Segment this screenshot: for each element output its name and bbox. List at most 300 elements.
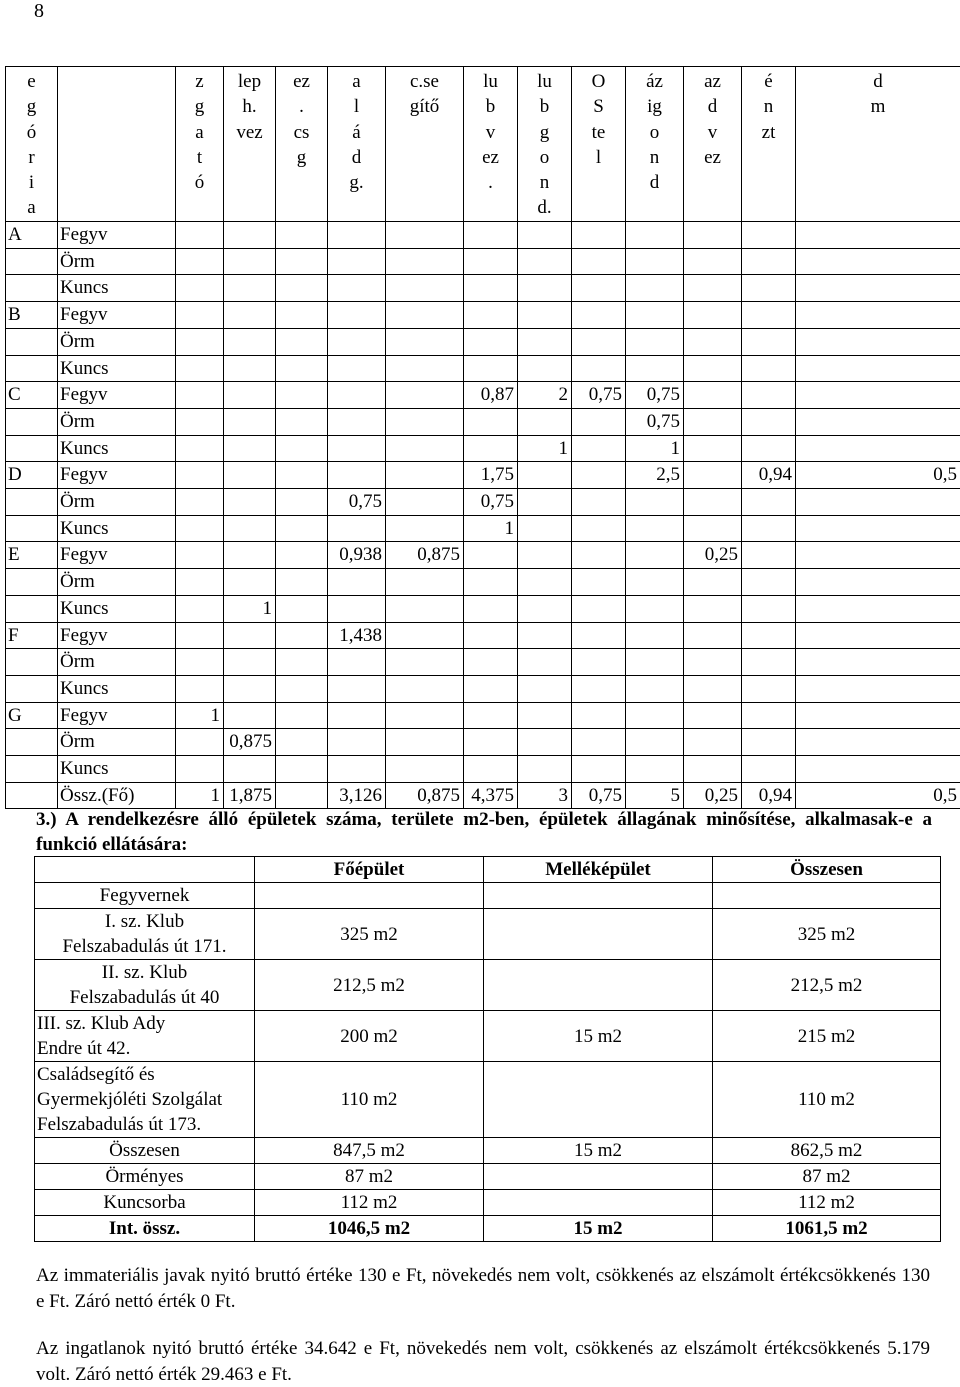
staff-header-cell: O S te l: [572, 67, 626, 222]
staff-value-cell: 2: [518, 382, 572, 409]
main-building-area-cell: 112 m2: [255, 1190, 484, 1216]
staff-location-cell: Kuncs: [58, 515, 176, 542]
staff-value-cell: [572, 462, 626, 489]
staff-value-cell: [796, 382, 960, 409]
staff-value-cell: [626, 756, 684, 783]
staff-value-cell: [224, 675, 276, 702]
staff-value-cell: [224, 435, 276, 462]
staff-value-cell: 0,25: [684, 542, 742, 569]
total-area-cell: 87 m2: [713, 1164, 941, 1190]
staff-value-cell: [626, 222, 684, 249]
staff-value-cell: 0,875: [224, 729, 276, 756]
staff-value-cell: 1,438: [328, 622, 386, 649]
staff-header-cell: ez . cs g: [276, 67, 328, 222]
staff-value-cell: [464, 649, 518, 676]
staff-value-cell: [224, 302, 276, 329]
staff-value-cell: [572, 435, 626, 462]
staff-value-cell: [328, 222, 386, 249]
staff-value-cell: [742, 702, 796, 729]
buildings-row: [35, 909, 941, 960]
staff-value-cell: [176, 248, 224, 275]
staff-value-cell: [276, 649, 328, 676]
staff-value-cell: [518, 675, 572, 702]
building-name-cell: III. sz. Klub Ady Endre út 42.: [35, 1011, 255, 1062]
staff-value-cell: [386, 729, 464, 756]
staff-location-cell: Fegyv: [58, 462, 176, 489]
staff-value-cell: [328, 275, 386, 302]
staff-value-cell: [224, 542, 276, 569]
staff-value-cell: [386, 489, 464, 516]
staff-value-cell: [572, 569, 626, 596]
auxiliary-building-area-cell: [484, 883, 713, 909]
staff-value-cell: [796, 355, 960, 382]
staff-value-cell: [464, 622, 518, 649]
staff-value-cell: [176, 489, 224, 516]
staff-value-cell: [276, 675, 328, 702]
staff-value-cell: [684, 489, 742, 516]
staff-value-cell: [684, 622, 742, 649]
staff-value-cell: 1,75: [464, 462, 518, 489]
staff-value-cell: [796, 569, 960, 596]
staff-value-cell: [176, 622, 224, 649]
staff-value-cell: [276, 382, 328, 409]
staff-value-cell: [276, 489, 328, 516]
staff-value-cell: [464, 275, 518, 302]
staff-value-cell: [626, 328, 684, 355]
staff-table-row: [6, 275, 960, 302]
staff-value-cell: [386, 435, 464, 462]
buildings-header-cell: Melléképület: [484, 857, 713, 883]
staff-value-cell: [386, 462, 464, 489]
buildings-row: [35, 1216, 941, 1242]
staff-category-cell: [6, 275, 58, 302]
staff-value-cell: [626, 595, 684, 622]
staff-value-cell: [328, 595, 386, 622]
staff-value-cell: [572, 649, 626, 676]
staff-location-cell: Fegyv: [58, 702, 176, 729]
staff-value-cell: [684, 756, 742, 783]
staff-location-cell: Örm: [58, 248, 176, 275]
staff-value-cell: [386, 756, 464, 783]
staff-location-cell: Kuncs: [58, 675, 176, 702]
staff-value-cell: [224, 702, 276, 729]
buildings-header-cell: Összesen: [713, 857, 941, 883]
staff-value-cell: [742, 355, 796, 382]
staff-value-cell: [684, 328, 742, 355]
staff-header-cell: e g ó r i a: [6, 67, 58, 222]
staff-location-cell: Fegyv: [58, 222, 176, 249]
staff-value-cell: [572, 248, 626, 275]
staff-header-cell: lu b v ez .: [464, 67, 518, 222]
staff-value-cell: [796, 328, 960, 355]
staff-value-cell: [328, 382, 386, 409]
staff-category-cell: [6, 248, 58, 275]
total-area-cell: 212,5 m2: [713, 960, 941, 1011]
staff-value-cell: [224, 382, 276, 409]
staff-value-cell: 0,94: [742, 782, 796, 809]
staff-category-cell: [6, 675, 58, 702]
staff-value-cell: [796, 595, 960, 622]
section-3-heading: [36, 807, 932, 857]
staff-value-cell: [328, 302, 386, 329]
buildings-row: [35, 1062, 941, 1138]
staff-value-cell: [386, 569, 464, 596]
staff-value-cell: [224, 222, 276, 249]
staff-value-cell: [464, 542, 518, 569]
staff-table-row: [6, 702, 960, 729]
staff-header-cell: d m: [796, 67, 960, 222]
total-area-cell: 110 m2: [713, 1062, 941, 1138]
auxiliary-building-area-cell: [484, 909, 713, 960]
staff-value-cell: [464, 408, 518, 435]
staff-value-cell: [176, 355, 224, 382]
staff-category-cell: F: [6, 622, 58, 649]
staff-value-cell: [742, 515, 796, 542]
staff-value-cell: [742, 489, 796, 516]
auxiliary-building-area-cell: [484, 1164, 713, 1190]
staff-value-cell: [518, 515, 572, 542]
staff-value-cell: [464, 675, 518, 702]
staff-value-cell: 1: [518, 435, 572, 462]
staff-value-cell: [684, 248, 742, 275]
staff-value-cell: [518, 489, 572, 516]
staff-value-cell: [276, 435, 328, 462]
auxiliary-building-area-cell: 15 m2: [484, 1138, 713, 1164]
staff-value-cell: [684, 435, 742, 462]
staff-value-cell: [684, 302, 742, 329]
staff-value-cell: [796, 622, 960, 649]
staff-value-cell: [518, 702, 572, 729]
staff-value-cell: [328, 408, 386, 435]
staff-value-cell: [176, 462, 224, 489]
staff-value-cell: [796, 275, 960, 302]
building-name-cell: Családsegítő és Gyermekjóléti Szolgálat Felszabadulás út 173.: [35, 1062, 255, 1138]
staff-value-cell: [328, 248, 386, 275]
staff-value-cell: [684, 702, 742, 729]
staff-value-cell: [176, 729, 224, 756]
auxiliary-building-area-cell: 15 m2: [484, 1216, 713, 1242]
staff-value-cell: 1: [626, 435, 684, 462]
staff-value-cell: [572, 222, 626, 249]
staff-value-cell: 1,875: [224, 782, 276, 809]
staff-table-row: [6, 382, 960, 409]
staff-value-cell: [328, 328, 386, 355]
staff-value-cell: [684, 462, 742, 489]
staff-value-cell: [276, 222, 328, 249]
total-area-cell: 1061,5 m2: [713, 1216, 941, 1242]
staff-value-cell: [176, 435, 224, 462]
staff-value-cell: 0,5: [796, 782, 960, 809]
staff-value-cell: [328, 515, 386, 542]
staff-header-cell: a l á d g.: [328, 67, 386, 222]
staff-value-cell: 0,94: [742, 462, 796, 489]
staff-value-cell: [572, 355, 626, 382]
staff-location-cell: Örm: [58, 649, 176, 676]
staff-value-cell: [176, 328, 224, 355]
staff-value-cell: 2,5: [626, 462, 684, 489]
staff-value-cell: [626, 275, 684, 302]
staff-value-cell: [328, 675, 386, 702]
staff-value-cell: [176, 649, 224, 676]
staff-value-cell: [276, 302, 328, 329]
staff-value-cell: [176, 408, 224, 435]
staff-value-cell: 4,375: [464, 782, 518, 809]
staff-value-cell: 3: [518, 782, 572, 809]
staff-value-cell: [328, 649, 386, 676]
staff-value-cell: [276, 756, 328, 783]
staff-value-cell: [796, 222, 960, 249]
staff-category-cell: [6, 328, 58, 355]
staff-table-row: [6, 569, 960, 596]
staff-value-cell: [742, 408, 796, 435]
staff-value-cell: [572, 622, 626, 649]
staff-category-cell: [6, 408, 58, 435]
staff-value-cell: [572, 702, 626, 729]
staff-value-cell: [518, 248, 572, 275]
staff-value-cell: [684, 569, 742, 596]
staff-value-cell: [684, 729, 742, 756]
staff-table-row: [6, 729, 960, 756]
staff-value-cell: [518, 275, 572, 302]
staff-category-cell: [6, 355, 58, 382]
main-building-area-cell: 212,5 m2: [255, 960, 484, 1011]
staff-value-cell: [742, 275, 796, 302]
staff-value-cell: [626, 355, 684, 382]
staff-value-cell: [464, 702, 518, 729]
staff-value-cell: [684, 595, 742, 622]
buildings-row: [35, 1011, 941, 1062]
staff-value-cell: [276, 569, 328, 596]
staff-value-cell: [276, 782, 328, 809]
staff-value-cell: [742, 542, 796, 569]
staff-category-cell: [6, 729, 58, 756]
staff-value-cell: [464, 435, 518, 462]
staff-value-cell: [742, 382, 796, 409]
staff-value-cell: [626, 248, 684, 275]
staff-table-row: [6, 595, 960, 622]
staff-value-cell: [796, 515, 960, 542]
staff-value-cell: [386, 622, 464, 649]
staff-value-cell: [572, 542, 626, 569]
staff-location-cell: Örm: [58, 489, 176, 516]
staff-value-cell: [328, 355, 386, 382]
staff-value-cell: [464, 756, 518, 783]
auxiliary-building-area-cell: [484, 1190, 713, 1216]
staff-value-cell: [176, 275, 224, 302]
staff-value-cell: [518, 649, 572, 676]
staff-table-row: [6, 222, 960, 249]
staff-value-cell: [464, 248, 518, 275]
staff-value-cell: [742, 222, 796, 249]
staff-value-cell: 3,126: [328, 782, 386, 809]
staff-category-cell: [6, 489, 58, 516]
staff-category-cell: [6, 515, 58, 542]
staff-table-row: [6, 756, 960, 783]
staff-value-cell: [742, 675, 796, 702]
staff-value-cell: [684, 355, 742, 382]
staff-value-cell: [742, 756, 796, 783]
staff-value-cell: 0,5: [796, 462, 960, 489]
auxiliary-building-area-cell: [484, 960, 713, 1011]
staff-location-cell: Örm: [58, 569, 176, 596]
staff-value-cell: [464, 328, 518, 355]
staff-value-cell: [742, 302, 796, 329]
staff-value-cell: 0,75: [464, 489, 518, 516]
staff-value-cell: [518, 756, 572, 783]
buildings-table: [34, 856, 941, 1242]
staff-table-row: [6, 515, 960, 542]
staff-value-cell: [224, 328, 276, 355]
staff-table-row: [6, 489, 960, 516]
staff-value-cell: [224, 408, 276, 435]
staff-value-cell: [796, 702, 960, 729]
staff-value-cell: [796, 542, 960, 569]
staff-value-cell: [176, 569, 224, 596]
staff-value-cell: 0,75: [572, 382, 626, 409]
total-area-cell: 215 m2: [713, 1011, 941, 1062]
staff-value-cell: [684, 408, 742, 435]
staff-location-cell: Örm: [58, 328, 176, 355]
staff-value-cell: [386, 328, 464, 355]
buildings-row: [35, 1138, 941, 1164]
staff-value-cell: [626, 515, 684, 542]
staff-table-row: [6, 782, 960, 809]
staff-value-cell: [176, 515, 224, 542]
staff-location-cell: Kuncs: [58, 275, 176, 302]
staff-category-cell: [6, 569, 58, 596]
staff-value-cell: [518, 222, 572, 249]
staff-table-row: [6, 302, 960, 329]
staff-value-cell: [684, 515, 742, 542]
staff-header-cell: z g a t ó: [176, 67, 224, 222]
staff-value-cell: [224, 569, 276, 596]
section-3-heading-text: 3.) A rendelkezésre álló épületek száma, területe m2-ben, épületek állagának minősítése, alkalmasak-e a funkció ellátására:: [36, 809, 932, 855]
staff-header-cell: c.se gítő: [386, 67, 464, 222]
staff-value-cell: 0,25: [684, 782, 742, 809]
staff-value-cell: [386, 408, 464, 435]
staff-header-cell: áz ig o n d: [626, 67, 684, 222]
staff-value-cell: 0,75: [626, 382, 684, 409]
staff-location-cell: Kuncs: [58, 756, 176, 783]
staff-value-cell: [464, 569, 518, 596]
building-name-cell: Kuncsorba: [35, 1190, 255, 1216]
staff-location-cell: Kuncs: [58, 435, 176, 462]
staff-value-cell: [276, 595, 328, 622]
staff-value-cell: [742, 729, 796, 756]
buildings-header-row: [35, 857, 941, 883]
staff-value-cell: [176, 675, 224, 702]
staff-value-cell: [796, 248, 960, 275]
staff-value-cell: [684, 222, 742, 249]
staff-table-row: [6, 649, 960, 676]
staff-value-cell: [276, 355, 328, 382]
main-building-area-cell: 200 m2: [255, 1011, 484, 1062]
staff-value-cell: 1: [176, 782, 224, 809]
staff-category-cell: [6, 756, 58, 783]
staff-value-cell: [386, 355, 464, 382]
staff-value-cell: 0,938: [328, 542, 386, 569]
staff-value-cell: [572, 729, 626, 756]
staff-value-cell: [572, 489, 626, 516]
staff-table-row: [6, 435, 960, 462]
staff-value-cell: 0,87: [464, 382, 518, 409]
staff-value-cell: [224, 649, 276, 676]
staff-value-cell: [276, 248, 328, 275]
staff-category-cell: G: [6, 702, 58, 729]
staff-category-cell: [6, 435, 58, 462]
staff-value-cell: [518, 355, 572, 382]
staff-category-cell: A: [6, 222, 58, 249]
auxiliary-building-area-cell: [484, 1062, 713, 1138]
staff-value-cell: [742, 248, 796, 275]
staff-value-cell: 0,75: [572, 782, 626, 809]
staff-value-cell: [276, 408, 328, 435]
staff-value-cell: [328, 702, 386, 729]
staff-value-cell: [386, 275, 464, 302]
staff-value-cell: [626, 622, 684, 649]
main-building-area-cell: 87 m2: [255, 1164, 484, 1190]
building-name-cell: I. sz. Klub Felszabadulás út 171.: [35, 909, 255, 960]
staff-location-cell: Fegyv: [58, 542, 176, 569]
staff-value-cell: [518, 302, 572, 329]
staff-table-header-row: [6, 67, 960, 222]
intangible-assets-paragraph: Az immateriális javak nyitó bruttó értéke 130 e Ft, növekedés nem volt, csökkenés az elszámolt értékcsökkenés 130 e Ft. Záró nettó érték 0 Ft.: [36, 1263, 930, 1314]
staff-value-cell: [224, 756, 276, 783]
staff-location-cell: Össz.(Fő): [58, 782, 176, 809]
staff-value-cell: [224, 515, 276, 542]
staff-category-cell: B: [6, 302, 58, 329]
staff-location-cell: Örm: [58, 729, 176, 756]
staff-value-cell: [386, 675, 464, 702]
staff-value-cell: [328, 756, 386, 783]
staff-value-cell: [176, 756, 224, 783]
staff-header-cell: é n zt: [742, 67, 796, 222]
staff-value-cell: [796, 302, 960, 329]
staff-value-cell: [386, 649, 464, 676]
staff-value-cell: [796, 649, 960, 676]
staff-value-cell: [742, 595, 796, 622]
staff-value-cell: [518, 408, 572, 435]
total-area-cell: 325 m2: [713, 909, 941, 960]
staff-table-row: [6, 622, 960, 649]
building-name-cell: Int. össz.: [35, 1216, 255, 1242]
building-name-cell: Örményes: [35, 1164, 255, 1190]
staff-category-cell: [6, 782, 58, 809]
staff-value-cell: [684, 675, 742, 702]
staff-header-cell: az d v ez: [684, 67, 742, 222]
staff-value-cell: [328, 729, 386, 756]
staff-value-cell: [796, 408, 960, 435]
main-building-area-cell: 1046,5 m2: [255, 1216, 484, 1242]
staff-table-row: [6, 542, 960, 569]
staff-value-cell: [224, 489, 276, 516]
staff-value-cell: [572, 328, 626, 355]
staff-value-cell: [626, 569, 684, 596]
staff-value-cell: 1: [464, 515, 518, 542]
main-building-area-cell: 847,5 m2: [255, 1138, 484, 1164]
staff-value-cell: [276, 542, 328, 569]
staff-value-cell: [276, 328, 328, 355]
staff-value-cell: [742, 328, 796, 355]
staff-value-cell: [518, 729, 572, 756]
staff-value-cell: [464, 595, 518, 622]
staff-value-cell: [518, 542, 572, 569]
staff-value-cell: 1: [176, 702, 224, 729]
page-number: 8: [34, 0, 44, 23]
staff-table-row: [6, 462, 960, 489]
staff-location-cell: Kuncs: [58, 355, 176, 382]
main-building-area-cell: 110 m2: [255, 1062, 484, 1138]
